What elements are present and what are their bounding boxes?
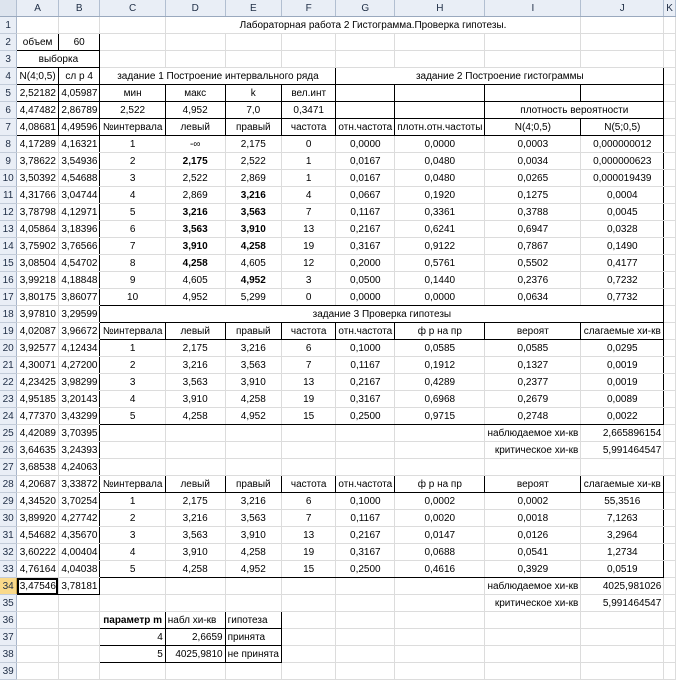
column-header-k[interactable]: K [664, 0, 676, 17]
observed-chi-label-2[interactable]: наблюдаемое хи-кв [485, 578, 581, 595]
row-37: 37 4 2,6659 принята [0, 629, 676, 646]
row-4 [0, 68, 676, 85]
column-header-i[interactable]: I [485, 0, 581, 17]
row-1 [0, 17, 676, 34]
observed-chi-label[interactable]: наблюдаемое хи-кв [485, 425, 581, 442]
row-header[interactable]: 24 [0, 408, 17, 425]
row-header[interactable]: 3 [0, 51, 17, 68]
row-header[interactable]: 6 [0, 102, 17, 119]
row-header[interactable]: 12 [0, 204, 17, 221]
cell-a3[interactable]: выборка [17, 51, 100, 68]
row-28: 28 4,20687 3,33872 №интервала левый правый частота отн.частота ф р на пр вероят слагаемые хи-кв [0, 476, 676, 493]
column-header-g[interactable]: G [336, 0, 395, 17]
cell-a2[interactable]: объем [17, 34, 59, 51]
row-18: 18 3,97810 3,29599 задание 3 Проверка гипотезы [0, 306, 676, 323]
row-header[interactable]: 31 [0, 527, 17, 544]
observed-chi-value[interactable]: 2,665896154 [581, 425, 664, 442]
row-header[interactable]: 21 [0, 357, 17, 374]
table-row: 22 4,23425 3,98299 3 3,563 3,910 13 0,2167 0,4289 0,2377 0,0019 [0, 374, 676, 391]
row-34: 34 3,47546 3,78181 наблюдаемое хи-кв 4025,981026 [0, 578, 676, 595]
row-header[interactable]: 36 [0, 612, 17, 629]
table-row: 8 4,17289 4,16321 1 -∞ 2,175 0 0,0000 0,0000 0,0003 0,000000012 [0, 136, 676, 153]
table-row: 33 4,76164 4,04038 5 4,258 4,952 15 0,2500 0,4616 0,3929 0,0519 [0, 561, 676, 578]
table-row: 14 3,75902 3,76566 7 3,910 4,258 19 0,3167 0,9122 0,7867 0,1490 [0, 238, 676, 255]
active-cell-a34[interactable]: 3,47546 [17, 578, 59, 595]
row-header-selected[interactable]: 34 [0, 578, 17, 595]
summary-header-chi[interactable]: набл хи-кв [165, 612, 225, 629]
density-header[interactable]: плотность вероятности [485, 102, 664, 119]
table-row: 10 3,50392 4,54688 3 2,522 2,869 1 0,0167 0,0480 0,0265 0,000019439 [0, 170, 676, 187]
table-row: 9 3,78622 3,54936 2 2,175 2,522 1 0,0167 0,0480 0,0034 0,000000623 [0, 153, 676, 170]
row-header[interactable]: 9 [0, 153, 17, 170]
row-header[interactable]: 16 [0, 272, 17, 289]
row-header[interactable]: 13 [0, 221, 17, 238]
task1-header[interactable]: задание 1 Построение интервального ряда [100, 68, 336, 85]
row-header[interactable]: 27 [0, 459, 17, 476]
row-header[interactable]: 32 [0, 544, 17, 561]
row-header[interactable]: 33 [0, 561, 17, 578]
table-row: 32 3,60222 4,00404 4 3,910 4,258 19 0,3167 0,0688 0,0541 1,2734 [0, 544, 676, 561]
observed-chi-value-2[interactable]: 4025,981026 [581, 578, 664, 595]
critical-chi-label[interactable]: критическое хи-кв [485, 442, 581, 459]
row-header[interactable]: 14 [0, 238, 17, 255]
row-3 [0, 51, 676, 68]
row-header[interactable]: 26 [0, 442, 17, 459]
row-header[interactable]: 38 [0, 646, 17, 663]
row-5: 5 2,52182 4,05987 мин макс k вел.инт [0, 85, 676, 102]
row-19: 19 4,02087 3,96672 №интервала левый правый частота отн.частота ф р на пр вероят слагаемые хи-кв [0, 323, 676, 340]
column-header-row [0, 0, 676, 17]
row-38: 38 5 4025,9810 не принята [0, 646, 676, 663]
row-2 [0, 34, 676, 51]
critical-chi-value[interactable]: 5,991464547 [581, 442, 664, 459]
row-27: 27 3,68538 4,24063 [0, 459, 676, 476]
row-header[interactable]: 39 [0, 663, 17, 680]
summary-header-param[interactable]: параметр m [100, 612, 165, 629]
task3-header[interactable]: задание 3 Проверка гипотезы [100, 306, 664, 323]
task2-header[interactable]: задание 2 Построение гистограммы [336, 68, 664, 85]
row-header[interactable]: 1 [0, 17, 17, 34]
row-header[interactable]: 10 [0, 170, 17, 187]
table-row: 23 4,95185 3,20143 4 3,910 4,258 19 0,3167 0,6968 0,2679 0,0089 [0, 391, 676, 408]
row-36 [0, 612, 676, 629]
row-35 [0, 595, 676, 612]
cell-b4[interactable]: сл р 4 [58, 68, 100, 85]
row-header[interactable]: 29 [0, 493, 17, 510]
sheet-title[interactable]: Лабораторная работа 2 Гистограмма.Проверка гипотезы. [165, 17, 581, 34]
select-all-corner[interactable] [0, 0, 17, 17]
row-26: 26 3,64635 3,24393 критическое хи-кв 5,991464547 [0, 442, 676, 459]
row-header[interactable]: 5 [0, 85, 17, 102]
row-header[interactable]: 7 [0, 119, 17, 136]
table-row: 21 4,30071 4,27200 2 3,216 3,563 7 0,1167 0,1912 0,1327 0,0019 [0, 357, 676, 374]
critical-chi-value-2[interactable]: 5,991464547 [581, 595, 664, 612]
table-row: 29 4,34520 3,70254 1 2,175 3,216 6 0,1000 0,0002 0,0002 55,3516 [0, 493, 676, 510]
row-header[interactable]: 35 [0, 595, 17, 612]
column-header-f[interactable]: F [282, 0, 336, 17]
row-header[interactable]: 37 [0, 629, 17, 646]
row-header[interactable]: 18 [0, 306, 17, 323]
row-header[interactable]: 4 [0, 68, 17, 85]
column-header-j[interactable]: J [581, 0, 664, 17]
row-header[interactable]: 17 [0, 289, 17, 306]
cell-b2[interactable]: 60 [58, 34, 100, 51]
row-header[interactable]: 20 [0, 340, 17, 357]
table-row: 15 3,08504 4,54702 8 4,258 4,605 12 0,2000 0,5761 0,5502 0,4177 [0, 255, 676, 272]
table-row: 20 3,92577 4,12434 1 2,175 3,216 6 0,1000 0,0585 0,0585 0,0295 [0, 340, 676, 357]
row-header[interactable]: 19 [0, 323, 17, 340]
row-25: 25 4,42089 3,70395 наблюдаемое хи-кв 2,665896154 [0, 425, 676, 442]
row-header[interactable]: 22 [0, 374, 17, 391]
row-header[interactable]: 30 [0, 510, 17, 527]
row-header[interactable]: 11 [0, 187, 17, 204]
cell-a4[interactable]: N(4;0,5) [17, 68, 59, 85]
critical-chi-label-2[interactable]: критическое хи-кв [485, 595, 581, 612]
row-header[interactable]: 15 [0, 255, 17, 272]
row-6: 6 4,47482 2,86789 2,522 4,952 7,0 0,3471 плотность вероятности [0, 102, 676, 119]
column-header-h[interactable]: H [395, 0, 485, 17]
row-header[interactable]: 28 [0, 476, 17, 493]
row-header[interactable]: 8 [0, 136, 17, 153]
summary-header-hypothesis[interactable]: гипотеза [225, 612, 281, 629]
table-row: 31 4,54682 4,35670 3 3,563 3,910 13 0,2167 0,0147 0,0126 3,2964 [0, 527, 676, 544]
column-header-e[interactable]: E [225, 0, 281, 17]
table-row: 12 3,78798 4,12971 5 3,216 3,563 7 0,1167 0,3361 0,3788 0,0045 [0, 204, 676, 221]
column-header-b[interactable]: B [58, 0, 100, 17]
table-row: 24 4,77370 3,43299 5 4,258 4,952 15 0,2500 0,9715 0,2748 0,0022 [0, 408, 676, 425]
row-header[interactable]: 25 [0, 425, 17, 442]
row-7: 7 4,08681 4,49596 №интервала левый правый частота отн.частота плотн.отн.частоты N(4;0,5) N(5;0,5) [0, 119, 676, 136]
column-header-d[interactable]: D [165, 0, 225, 17]
row-header[interactable]: 2 [0, 34, 17, 51]
table-row: 30 3,89920 4,27742 2 3,216 3,563 7 0,1167 0,0020 0,0018 7,1263 [0, 510, 676, 527]
column-header-c[interactable]: C [100, 0, 165, 17]
table-row: 17 3,80175 3,86077 10 4,952 5,299 0 0,0000 0,0000 0,0634 0,7732 [0, 289, 676, 306]
row-39 [0, 663, 676, 680]
table-row: 16 3,99218 4,18848 9 4,605 4,952 3 0,0500 0,1440 0,2376 0,7232 [0, 272, 676, 289]
column-header-a[interactable]: A [17, 0, 59, 17]
row-header[interactable]: 23 [0, 391, 17, 408]
table-row: 13 4,05864 3,18396 6 3,563 3,910 13 0,2167 0,6241 0,6947 0,0328 [0, 221, 676, 238]
table-row: 11 4,31766 3,04744 4 2,869 3,216 4 0,0667 0,1920 0,1275 0,0004 [0, 187, 676, 204]
